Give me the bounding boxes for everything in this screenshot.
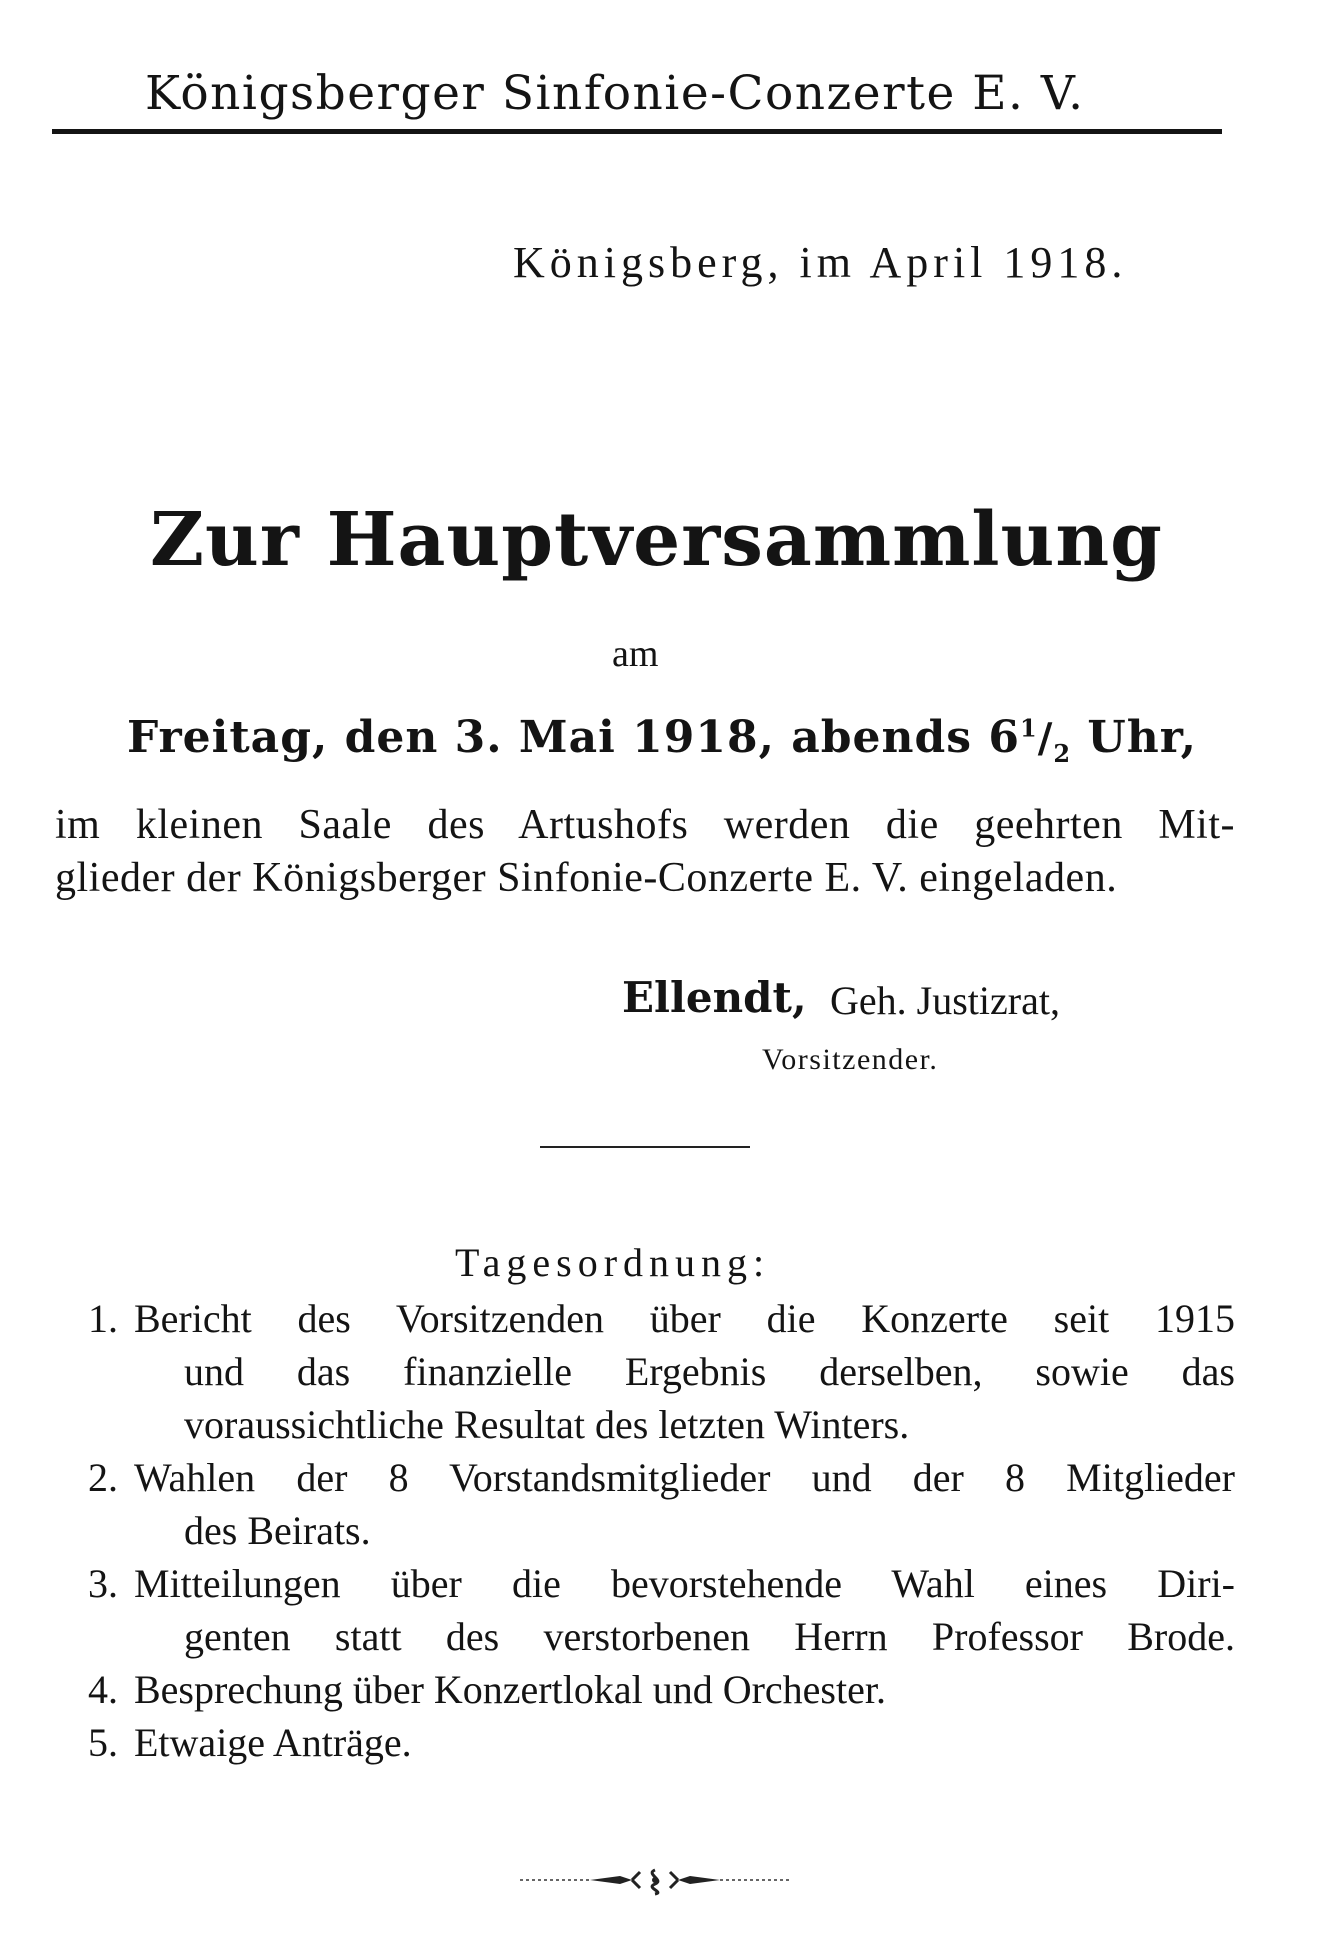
fraction-slash: / [1037, 715, 1054, 762]
signer-role: Vorsitzender. [762, 1043, 939, 1076]
agenda-item-4 [55, 1663, 1235, 1716]
agenda-item-1 [55, 1292, 1235, 1451]
agenda-item-number: 4. [88, 1667, 118, 1712]
agenda-item-number: 5. [88, 1720, 118, 1765]
signer-title: Geh. Justizrat, [830, 978, 1060, 1023]
meeting-date [127, 712, 1197, 768]
agenda-line: Etwaige Anträge. [134, 1720, 412, 1765]
fraction-numerator: 1 [1020, 713, 1038, 743]
place-date-text: Königsberg, im April 1918. [513, 238, 1128, 287]
agenda-item-text [118, 1451, 1235, 1557]
am-word: am [612, 633, 659, 675]
society-name: Königsberger Sinfonie-Conzerte E. V. [145, 66, 1085, 121]
agenda-line: Mitteilungen über die bevorstehende Wahl eines Diri- [134, 1561, 1235, 1606]
agenda-item-text [118, 1716, 1235, 1769]
agenda-item-number: 1. [88, 1296, 118, 1341]
meeting-date-end: Uhr, [1071, 712, 1197, 763]
agenda-line: des Beirats. [184, 1508, 371, 1553]
invitation-line-1: im kleinen Saale des Artushofs werden die geehrten Mit- [55, 802, 1235, 848]
agenda-line: voraussichtliche Resultat des letzten Winters. [184, 1402, 910, 1447]
meeting-date-main: Freitag, den 3. Mai 1918, abends 6 [127, 712, 1020, 763]
agenda-item-2 [55, 1451, 1235, 1557]
agenda-line: Wahlen der 8 Vorstandsmitglieder und der 8 Mitglieder [134, 1455, 1235, 1500]
agenda-item-text [118, 1557, 1235, 1663]
agenda-line: Bericht des Vorsitzenden über die Konzerte seit 1915 [134, 1296, 1235, 1341]
ornament-icon [520, 1860, 790, 1900]
agenda-item-5 [55, 1716, 1235, 1769]
agenda-item-number: 3. [88, 1561, 118, 1606]
signer-name: Ellendt, [622, 973, 807, 1022]
fraction-denominator: 2 [1053, 738, 1072, 768]
agenda-title: Tagesordnung: [455, 1240, 771, 1285]
agenda-item-text [118, 1663, 1235, 1716]
agenda-line: Besprechung über Konzertlokal und Orchester. [134, 1667, 886, 1712]
header-rule [52, 129, 1222, 134]
agenda-line: genten statt des verstorbenen Herrn Professor Brode. [184, 1614, 1235, 1659]
agenda-line: und das finanzielle Ergebnis derselben, sowie das [184, 1349, 1235, 1394]
agenda-item-number: 2. [88, 1455, 118, 1500]
invitation-line-2: glieder der Königsberger Sinfonie-Conzerte E. V. eingeladen. [55, 855, 1118, 901]
place-date [513, 237, 1127, 288]
section-divider [540, 1146, 750, 1148]
agenda-item-3 [55, 1557, 1235, 1663]
main-heading: Zur Hauptversammlung [150, 497, 1163, 583]
agenda-list [55, 1292, 1235, 1769]
agenda-item-text [118, 1292, 1235, 1451]
